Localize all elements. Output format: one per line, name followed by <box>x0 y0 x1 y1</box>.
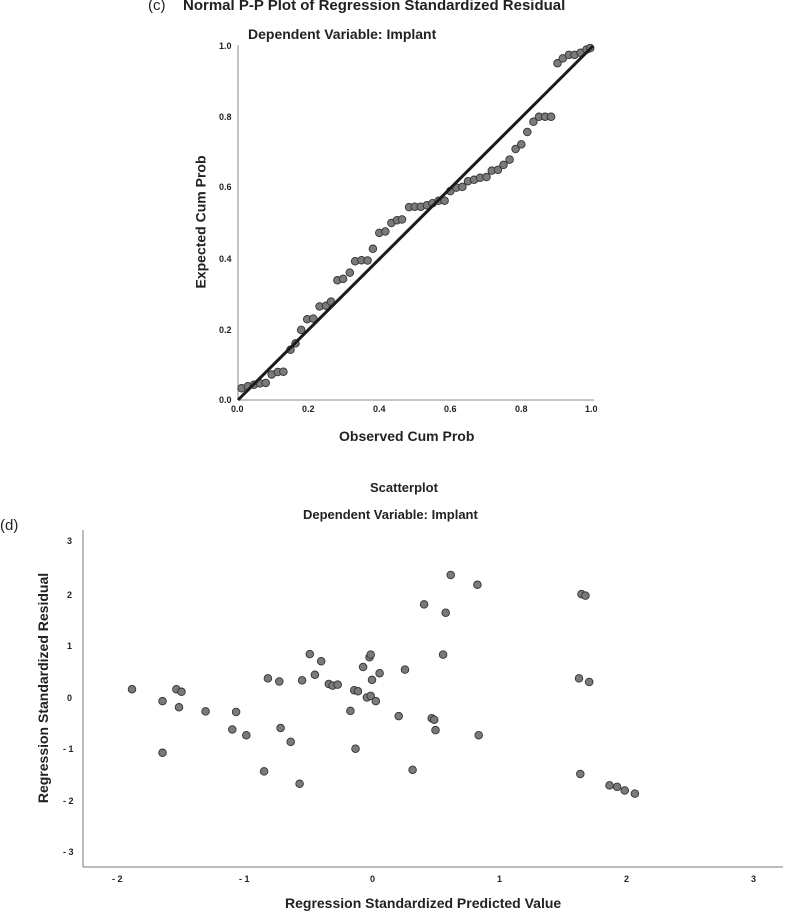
data-point <box>575 675 583 683</box>
scatter-ytick: - 3 <box>63 847 74 857</box>
scatter-points <box>128 571 639 797</box>
data-point <box>409 766 417 774</box>
data-point <box>359 663 367 671</box>
data-point <box>582 592 590 600</box>
data-point <box>178 688 186 696</box>
data-point <box>395 712 403 720</box>
scatter-xtick: - 2 <box>112 874 123 884</box>
data-point <box>296 780 304 788</box>
data-point <box>401 666 409 674</box>
data-point <box>483 173 491 181</box>
pp-reference-line <box>238 46 593 400</box>
data-point <box>346 269 354 277</box>
pp-plot-subtitle: Dependent Variable: Implant <box>248 26 437 42</box>
scatter-ytick: - 2 <box>63 796 74 806</box>
scatter-xtick: 3 <box>751 874 757 884</box>
pp-xtick: 0.0 <box>231 404 244 414</box>
scatter-xtick: 0 <box>370 874 376 884</box>
pp-xlabel: Observed Cum Prob <box>339 428 475 444</box>
data-point <box>382 228 390 236</box>
data-point <box>280 368 288 376</box>
scatter-xtick: 2 <box>624 874 630 884</box>
data-point <box>442 609 450 617</box>
data-point <box>128 685 136 693</box>
data-point <box>306 650 314 658</box>
scatter-ytick: 3 <box>67 536 73 546</box>
data-point <box>287 738 295 746</box>
data-point <box>369 245 377 253</box>
data-point <box>262 379 270 387</box>
data-point <box>439 651 447 659</box>
data-point <box>367 651 375 659</box>
data-point <box>317 658 325 666</box>
pp-xtick: 0.8 <box>515 404 528 414</box>
pp-ytick: 1.0 <box>219 41 232 51</box>
pp-xtick: 0.4 <box>373 404 386 414</box>
data-point <box>518 141 526 149</box>
scatter-ytick: - 1 <box>63 744 74 754</box>
data-point <box>175 704 183 712</box>
data-point <box>398 216 406 224</box>
data-point <box>447 571 455 579</box>
scatter-title: Scatterplot <box>370 480 438 495</box>
data-point <box>606 782 614 790</box>
scatter-ytick: 1 <box>67 641 73 651</box>
data-point <box>276 678 284 686</box>
data-point <box>368 676 376 684</box>
pp-xtick: 1.0 <box>585 404 598 414</box>
data-point <box>420 601 428 609</box>
data-point <box>298 677 306 685</box>
pp-ytick: 0.6 <box>219 182 232 192</box>
data-point <box>354 688 362 696</box>
data-point <box>311 671 319 679</box>
data-point <box>264 675 272 683</box>
data-point <box>631 790 639 798</box>
data-point <box>376 669 384 677</box>
scatter-xtick: 1 <box>497 874 503 884</box>
data-point <box>202 708 210 716</box>
data-point <box>613 783 621 791</box>
data-point <box>260 768 268 776</box>
data-point <box>159 697 167 705</box>
data-point <box>621 787 629 795</box>
data-point <box>506 156 514 164</box>
pp-xtick: 0.2 <box>302 404 315 414</box>
scatter-ytick: 2 <box>67 590 73 600</box>
panel-label-c: (c) <box>148 0 166 14</box>
pp-plot-title: Normal P-P Plot of Regression Standardized Residual <box>183 0 566 14</box>
data-point <box>232 708 240 716</box>
data-point <box>229 726 237 734</box>
pp-ytick: 0.0 <box>219 395 232 405</box>
scatter-xlabel: Regression Standardized Predicted Value <box>285 895 562 911</box>
data-point <box>372 697 380 705</box>
data-point <box>577 770 585 778</box>
data-point <box>474 581 482 589</box>
data-point <box>547 113 555 121</box>
data-point <box>430 716 438 724</box>
data-point <box>364 257 372 265</box>
data-point <box>347 707 355 715</box>
pp-ytick: 0.8 <box>219 112 232 122</box>
data-point <box>475 731 483 739</box>
data-point <box>277 724 285 732</box>
scatter-subtitle: Dependent Variable: Implant <box>303 507 478 522</box>
data-point <box>585 678 593 686</box>
scatter-xtick: - 1 <box>239 874 250 884</box>
data-point <box>159 749 167 757</box>
data-point <box>524 128 532 136</box>
pp-ylabel: Expected Cum Prob <box>192 155 209 289</box>
data-point <box>432 726 440 734</box>
scatter-ytick: 0 <box>67 693 73 703</box>
data-point <box>352 745 360 753</box>
data-point <box>334 681 342 689</box>
scatter-ylabel: Regression Standardized Residual <box>35 572 52 804</box>
data-point <box>339 275 347 283</box>
data-point <box>500 161 508 169</box>
data-point <box>243 731 251 739</box>
pp-ytick: 0.4 <box>219 254 232 264</box>
panel-label-d: (d) <box>0 517 19 534</box>
pp-xtick: 0.6 <box>444 404 457 414</box>
pp-ytick: 0.2 <box>219 325 232 335</box>
